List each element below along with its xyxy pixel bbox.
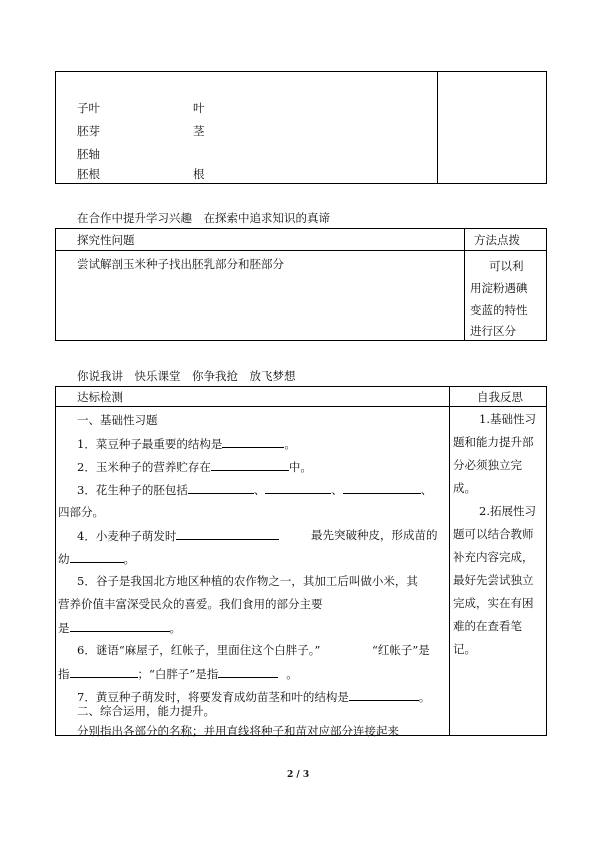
inquiry-col-header: 探究性问题 bbox=[77, 233, 135, 247]
reflection-line: 最好先尝试独立 bbox=[453, 573, 534, 587]
reflection-line: 分必须独立完 bbox=[453, 458, 522, 472]
reflection-line: 难的在查看笔 bbox=[453, 619, 522, 633]
seed-parts-table-divider bbox=[437, 71, 438, 184]
reflection-line: 成。 bbox=[453, 481, 476, 495]
part2-title: 二、综合运用，能力提升。 bbox=[77, 704, 215, 718]
assessment-table-header-rule bbox=[55, 406, 547, 407]
answer-blank[interactable] bbox=[211, 459, 289, 471]
seed-parts-table bbox=[55, 71, 547, 184]
seed-part-plumule: 胚芽 bbox=[77, 124, 100, 138]
question-4: 4．小麦种子萌发时 bbox=[77, 528, 279, 543]
seed-part-radicle: 胚根 bbox=[77, 167, 100, 181]
reflection-line: 2.拓展性习 bbox=[479, 504, 536, 518]
question-1: 1．菜豆种子最重要的结构是 。 bbox=[77, 437, 296, 451]
question-5-line2: 营养价值丰富深受民众的喜爱。我们食用的部分主要 bbox=[58, 597, 323, 611]
answer-blank[interactable] bbox=[349, 689, 419, 701]
inquiry-table-header-rule bbox=[55, 250, 547, 251]
assessment-table-divider bbox=[449, 386, 450, 736]
reflection-line: 补充内容完成， bbox=[453, 550, 534, 564]
reflection-col-header: 自我反思 bbox=[477, 390, 523, 404]
assessment-col-header: 达标检测 bbox=[77, 390, 123, 404]
method-tip-line: 用淀粉遇碘 bbox=[470, 281, 528, 295]
assessment-section-heading: 你说我讲 快乐课堂 你争我抢 放飞梦想 bbox=[77, 369, 296, 383]
seed-part-cotyledon: 子叶 bbox=[77, 101, 100, 115]
question-5: 5．谷子是我国北方地区种植的农作物之一，其加工后叫做小米，其 bbox=[77, 574, 418, 588]
answer-blank[interactable] bbox=[70, 551, 124, 563]
inquiry-question: 尝试解剖玉米种子找出胚乳部分和胚部分 bbox=[77, 257, 284, 271]
reflection-line: 1.基础性习 bbox=[479, 412, 536, 426]
seedling-part-root: 根 bbox=[193, 167, 205, 181]
seed-part-hypocotyl: 胚轴 bbox=[77, 147, 100, 161]
answer-blank[interactable] bbox=[176, 528, 279, 540]
answer-blank[interactable] bbox=[70, 620, 170, 632]
method-col-header: 方法点拨 bbox=[474, 233, 520, 247]
method-tip-line: 进行区分 bbox=[470, 324, 516, 338]
question-6-cont: 指 ；“白胖子”是指 。 bbox=[58, 667, 298, 681]
reflection-line: 完成，实在有困 bbox=[453, 596, 534, 610]
method-tip-line: 可以利 bbox=[489, 259, 524, 273]
page-number: 2 / 3 bbox=[287, 770, 310, 780]
question-7: 7．黄豆种子萌发时，将要发育成幼苗茎和叶的结构是 。 bbox=[77, 690, 431, 704]
inquiry-section-heading: 在合作中提升学习兴趣 在探索中追求知识的真谛 bbox=[77, 211, 330, 225]
method-tip-line: 变蓝的特性 bbox=[470, 303, 528, 317]
part1-title: 一、基础性习题 bbox=[77, 413, 158, 427]
answer-blank[interactable] bbox=[188, 482, 254, 494]
answer-blank[interactable] bbox=[222, 436, 284, 448]
reflection-line: 记。 bbox=[453, 642, 476, 656]
question-2: 2．玉米种子的营养贮存在 中。 bbox=[77, 460, 312, 474]
reflection-line: 题和能力提升部 bbox=[453, 435, 534, 449]
question-6-a2: “红帐子”是 bbox=[372, 643, 430, 657]
question-3-cont: 四部分。 bbox=[58, 505, 104, 519]
part2-instruction: 分别指出各部分的名称；并用直线将种子和苗对应部分连接起来 bbox=[77, 724, 399, 738]
inquiry-table-divider bbox=[464, 228, 465, 341]
question-3: 3．花生种子的胚包括 、 、 、 bbox=[77, 483, 433, 497]
question-4-cont: 幼 。 bbox=[58, 552, 135, 566]
seedling-part-leaf: 叶 bbox=[193, 101, 205, 115]
question-4-mid: 最先突破种皮，形成苗的 bbox=[311, 528, 438, 542]
question-6: 6．谜语“麻屋子，红帐子，里面住这个白胖子。” bbox=[77, 643, 321, 657]
answer-blank[interactable] bbox=[70, 666, 138, 678]
answer-blank[interactable] bbox=[218, 666, 278, 678]
question-5-cont: 是 。 bbox=[58, 621, 181, 635]
answer-blank[interactable] bbox=[343, 482, 421, 494]
reflection-line: 题可以结合教师 bbox=[453, 527, 534, 541]
answer-blank[interactable] bbox=[265, 482, 331, 494]
seedling-part-stem: 茎 bbox=[193, 124, 205, 138]
